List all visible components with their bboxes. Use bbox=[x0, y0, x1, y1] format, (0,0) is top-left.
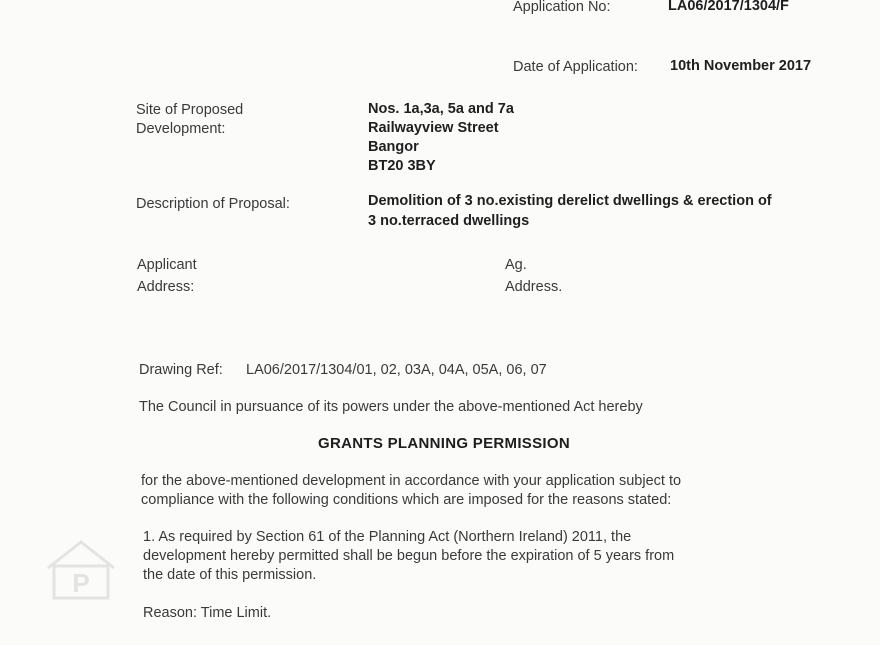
site-label-line1: Site of Proposed bbox=[136, 102, 244, 118]
site-address-line: Railwayview Street bbox=[368, 120, 499, 136]
drawing-ref-label: Drawing Ref: bbox=[139, 362, 223, 378]
condition1-line3: the date of this permission. bbox=[143, 567, 317, 583]
proposal-label: Description of Proposal: bbox=[136, 196, 290, 212]
drawing-ref-value: LA06/2017/1304/01, 02, 03A, 04A, 05A, 06, 07 bbox=[246, 362, 547, 378]
propertypal-logo-icon bbox=[44, 538, 118, 602]
site-address-line: Bangor bbox=[368, 139, 419, 155]
reason-line: Reason: Time Limit. bbox=[143, 605, 272, 621]
site-label-line2: Development: bbox=[136, 121, 226, 137]
proposal-line1: Demolition of 3 no.existing derelict dwellings & erection of bbox=[368, 193, 772, 209]
grant-heading: GRANTS PLANNING PERMISSION bbox=[318, 435, 570, 452]
site-address-line: Nos. 1a,3a, 5a and 7a bbox=[368, 101, 514, 117]
proposal-line2: 3 no.terraced dwellings bbox=[368, 213, 530, 229]
date-of-application-label: Date of Application: bbox=[513, 59, 638, 75]
application-no-label: Application No: bbox=[513, 0, 611, 15]
applicant-label: Applicant bbox=[137, 257, 197, 273]
watermark-letter: P bbox=[72, 568, 90, 598]
agent-label: Ag. bbox=[505, 257, 527, 273]
condition1-line1: 1. As required by Section 61 of the Planning Act (Northern Ireland) 2011, the bbox=[143, 529, 632, 545]
application-no-value: LA06/2017/1304/F bbox=[668, 0, 789, 14]
applicant-address-label: Address: bbox=[137, 279, 195, 295]
paragraph-line1: for the above-mentioned development in accordance with your application subject to bbox=[141, 473, 682, 489]
date-of-application-value: 10th November 2017 bbox=[670, 58, 812, 74]
council-powers-line: The Council in pursuance of its powers under the above-mentioned Act hereby bbox=[139, 399, 643, 415]
site-address-line: BT20 3BY bbox=[368, 158, 436, 174]
paragraph-line2: compliance with the following conditions which are imposed for the reasons stated: bbox=[141, 492, 672, 508]
agent-address-label: Address. bbox=[505, 279, 563, 295]
condition1-line2: development hereby permitted shall be begun before the expiration of 5 years from bbox=[143, 548, 675, 564]
